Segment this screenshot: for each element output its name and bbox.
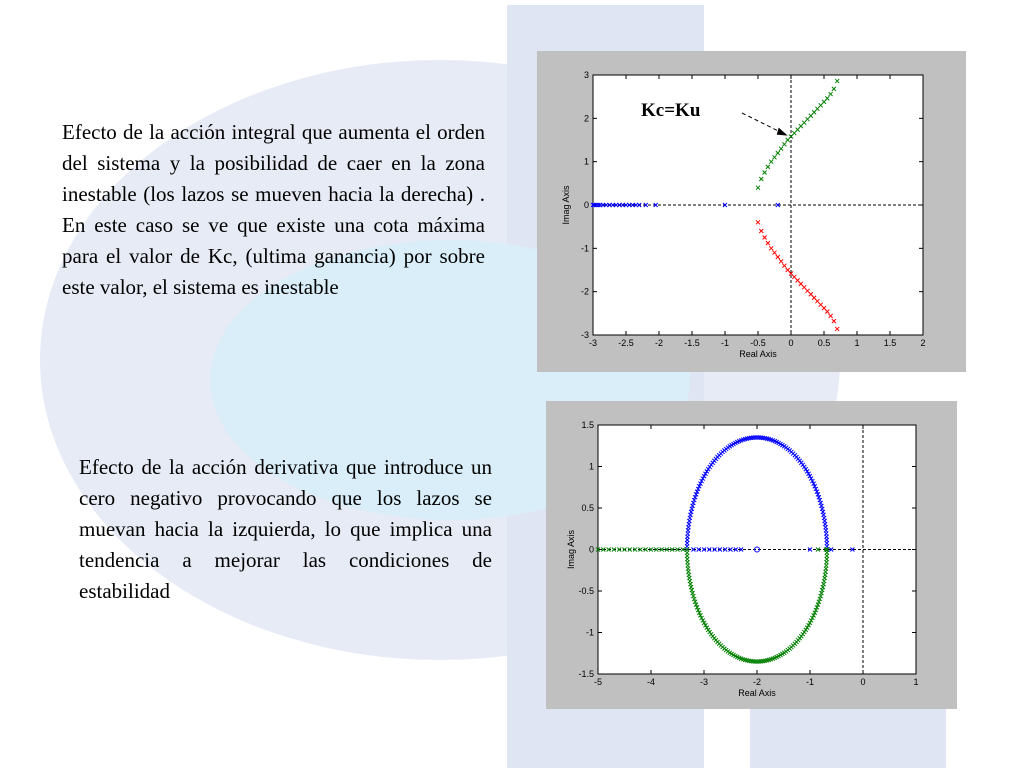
plot1-xtick-label: -2.5 [618, 338, 634, 348]
plot1-y-axis-label: Imag Axis [561, 185, 571, 225]
plot1-xtick-label: -3 [588, 338, 598, 348]
plot2-xtick-label: -1 [805, 677, 815, 687]
plot1-ytick-label: 2 [583, 113, 589, 124]
plot2-ytick-label: 0.5 [581, 503, 594, 513]
plot1-xtick-label: -1.5 [684, 338, 700, 348]
plot1-xtick-label: 1.5 [883, 338, 897, 348]
plot2-x-axis-label: Real Axis [738, 688, 776, 698]
plot1-svg [537, 51, 966, 372]
plot2-ytick-label: 0 [588, 544, 594, 555]
plot1-xtick-label: 1 [854, 338, 860, 348]
plot1-xtick-label: 0 [788, 338, 794, 348]
plot1-annotation-label: Kc=Ku [641, 100, 701, 121]
plot2-ytick-label: -1 [585, 627, 594, 638]
plot1-xtick-label: -2 [654, 338, 664, 348]
plot2-ytick-label: -0.5 [578, 586, 594, 596]
plot1-ytick-label: 0 [583, 200, 589, 210]
plot2-xtick-label: -5 [593, 677, 603, 687]
plot1-ytick-label: 1 [583, 156, 589, 167]
root-locus-plot-integral [537, 51, 966, 372]
plot2-ytick-label: 1.5 [581, 420, 594, 430]
plot1-x-axis-label: Real Axis [739, 349, 777, 359]
plot2-y-axis-label: Imag Axis [566, 529, 576, 570]
plot1-xtick-label: 2 [920, 338, 926, 348]
plot1-ytick-label: -3 [580, 330, 589, 340]
plot2-xtick-label: -4 [646, 677, 656, 687]
plot1-xtick-label: -1 [720, 338, 730, 348]
derivative-action-text: Efecto de la acción derivativa que introduce un cero negativo provocando que los lazos se muevan hacia la izquierda, lo que implica una tendencia a mejorar las condiciones de estabilidad [79, 455, 492, 603]
plot2-xtick-label: 1 [913, 677, 919, 687]
plot2-ytick-label: 1 [588, 461, 594, 472]
plot2-xtick-label: 0 [860, 677, 866, 687]
plot2-svg [546, 401, 957, 709]
plot2-xtick-label: -3 [699, 677, 709, 687]
plot1-ytick-label: 3 [583, 70, 589, 80]
plot1-xtick-label: 0.5 [817, 338, 831, 348]
plot2-xtick-label: -2 [752, 677, 762, 687]
plot2-ytick-label: -1.5 [578, 669, 594, 679]
plot1-ytick-label: -2 [580, 286, 589, 297]
root-locus-plot-derivative [546, 401, 957, 709]
plot1-xtick-label: -0.5 [750, 338, 766, 348]
plot1-ytick-label: -1 [580, 243, 589, 254]
integral-action-text: Efecto de la acción integral que aumenta el orden del sistema y la posibilidad de caer en la zona inestable (los lazos se mueven hacia la derecha) . En este caso se ve que existe una cota máxima para el valor de Kc, (ultima ganancia) por sobre este valor, el sistema es inestable [62, 120, 485, 299]
